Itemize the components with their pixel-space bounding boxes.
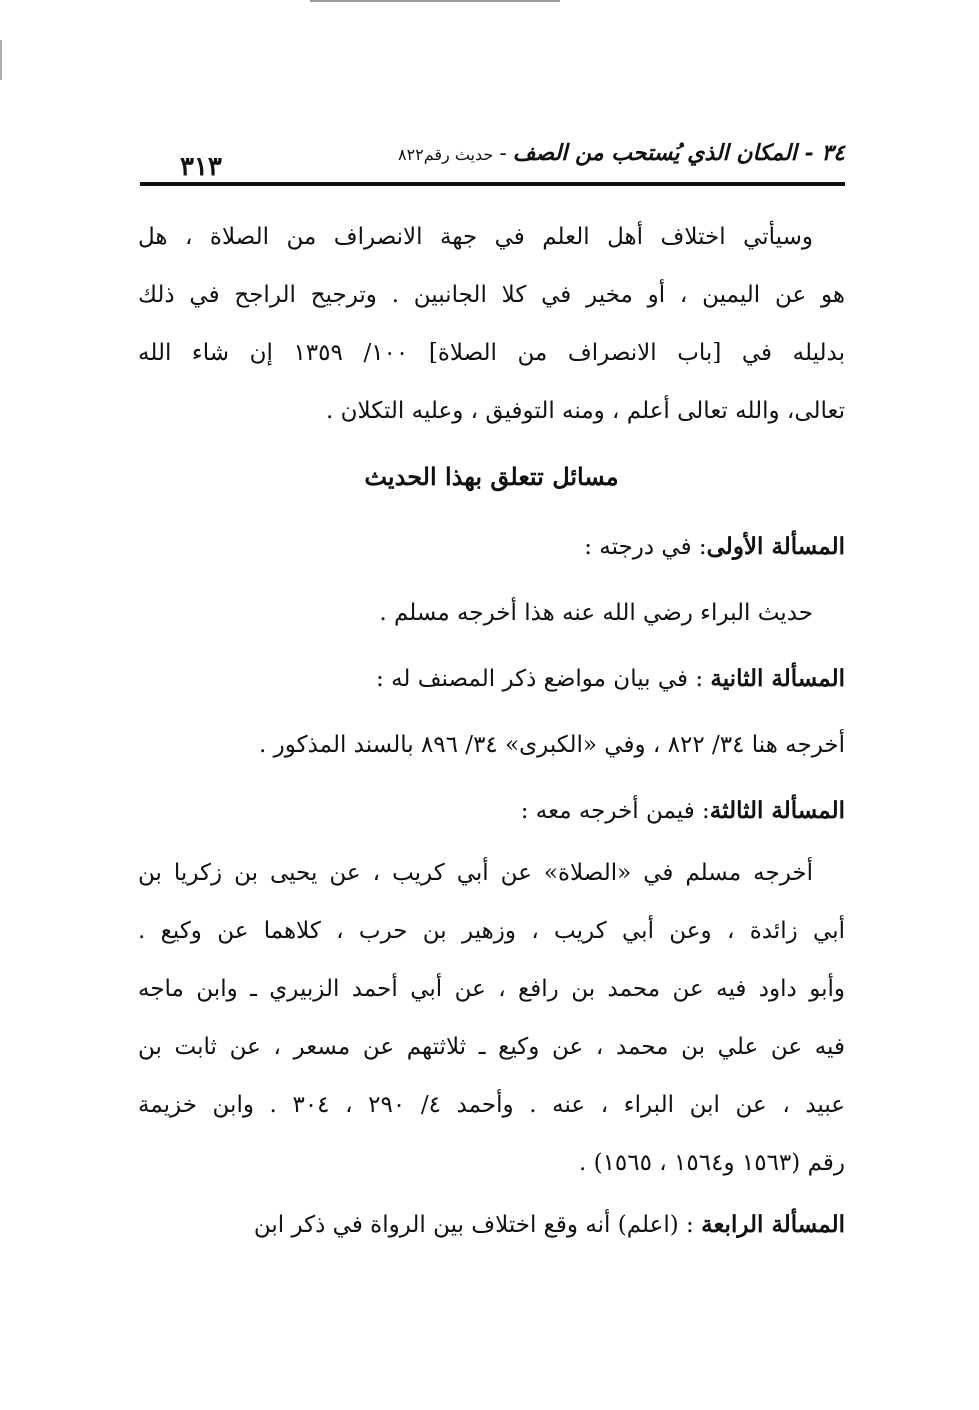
scan-margin-mark — [0, 40, 2, 80]
chapter-title: ٣٤ - المكان الذي يُستحب من الصف — [512, 140, 845, 166]
question-2-answer: أخرجه هنا ٣٤/ ٨٢٢ ، وفي «الكبرى» ٣٤/ ٨٩٦ بالسند المذكور . — [259, 732, 845, 758]
top-edge-rule — [310, 0, 560, 2]
question-1-text: : في درجته : — [584, 534, 707, 560]
question-2-text: : في بيان مواضع ذكر المصنف له : — [376, 666, 711, 692]
question-3-label: المسألة الثالثة — [709, 797, 845, 824]
question-4-label: المسألة الرابعة — [701, 1211, 845, 1238]
answer-line: رقم (١٥٦٣ و١٥٦٤ ، ١٥٦٥) . — [578, 1150, 845, 1176]
question-4 — [138, 1192, 845, 1258]
header-separator: - — [499, 141, 507, 166]
answer-line: عبيد ، عن ابن البراء ، عنه . وأحمد ٤/ ٢٩٠ ، ٣٠٤ . وابن خزيمة — [138, 1092, 845, 1118]
page-body — [138, 208, 845, 1258]
question-2-label: المسألة الثانية — [710, 665, 845, 692]
question-1-label: المسألة الأولى — [706, 533, 845, 560]
intro-line: هو عن اليمين ، أو مخير في كلا الجانبين . وترجيح الراجح في ذلك — [138, 282, 845, 308]
question-4-text: : (اعلم) أنه وقع اختلاف بين الرواة في ذكر ابن — [253, 1212, 702, 1238]
intro-line: تعالى، والله تعالى أعلم ، ومنه التوفيق ، وعليه التكلان . — [326, 398, 845, 424]
section-heading: مسائل تتعلق بهذا الحديث — [364, 462, 619, 491]
hadith-reference: حديث رقم٨٢٢ — [397, 145, 494, 164]
question-3 — [138, 778, 845, 844]
intro-line: بدليله في [باب الانصراف من الصلاة] ١٠٠/ ١٣٥٩ إن شاء الله — [138, 340, 845, 366]
header-title — [398, 140, 845, 166]
question-1 — [138, 514, 845, 580]
answer-line: أبي زائدة ، وعن أبي كريب ، وزهير بن حرب ، كلاهما عن وكيع . — [138, 918, 845, 944]
answer-line: أخرجه مسلم في «الصلاة» عن أبي كريب ، عن يحيى بن زكريا بن — [138, 860, 813, 886]
header-rule — [140, 182, 845, 186]
page-number: ٣١٣ — [174, 152, 228, 182]
question-1-answer: حديث البراء رضي الله عنه هذا أخرجه مسلم . — [379, 600, 813, 626]
answer-line: وأبو داود فيه عن محمد بن رافع ، عن أبي أحمد الزبيري ـ وابن ماجه — [138, 976, 845, 1002]
intro-line: وسيأتي اختلاف أهل العلم في جهة الانصراف من الصلاة ، هل — [138, 224, 813, 250]
answer-line: فيه عن علي بن محمد ، عن وكيع ـ ثلاثتهم عن مسعر ، عن ثابت بن — [138, 1034, 845, 1060]
question-3-text: : فيمن أخرجه معه : — [520, 798, 710, 824]
running-header — [140, 140, 845, 190]
question-2 — [138, 646, 845, 712]
